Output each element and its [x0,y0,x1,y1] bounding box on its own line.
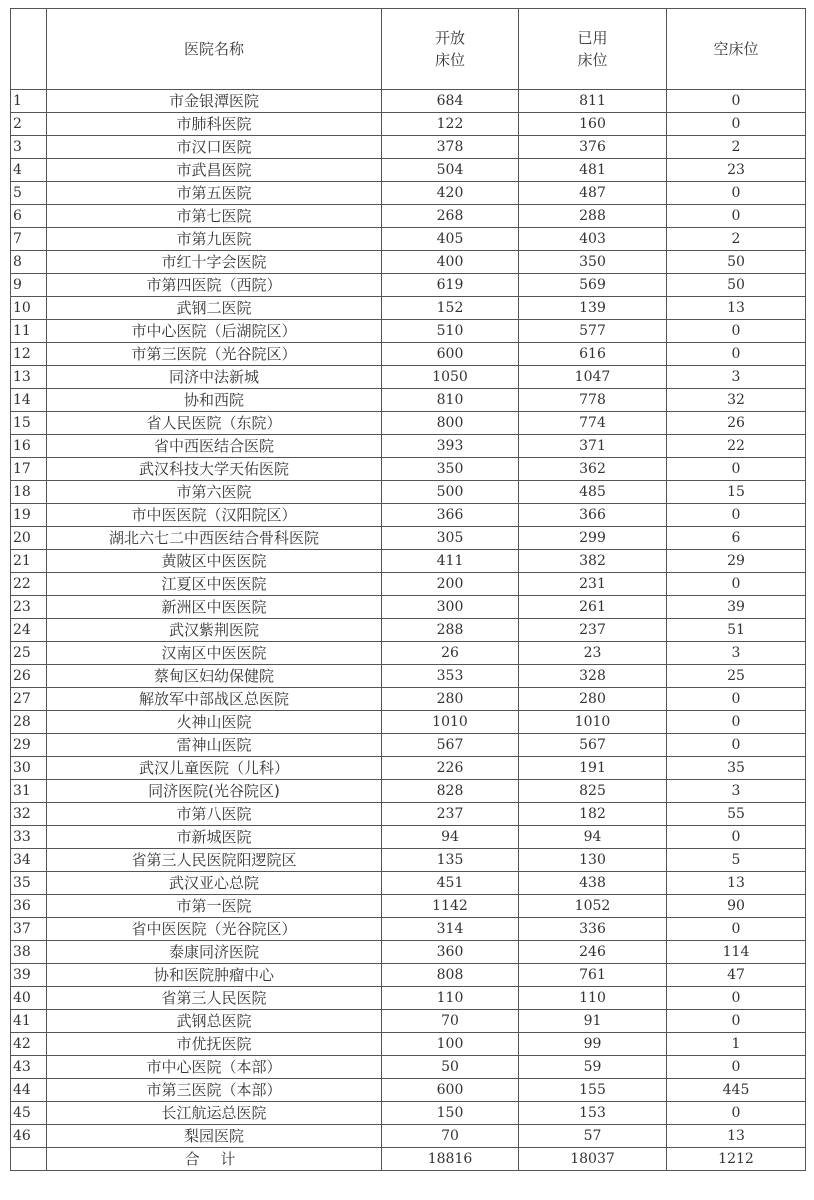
row-index: 31 [11,780,47,803]
row-hospital-name: 汉南区中医医院 [47,642,382,665]
row-empty-beds: 3 [667,642,806,665]
table-row [11,688,806,711]
row-empty-beds: 0 [667,826,806,849]
row-hospital-name: 同济医院(光谷院区) [47,780,382,803]
row-empty-beds: 3 [667,780,806,803]
row-index: 2 [11,113,47,136]
row-index: 17 [11,458,47,481]
row-index: 46 [11,1125,47,1148]
row-index: 20 [11,527,47,550]
row-hospital-name: 湖北六七二中西医结合骨科医院 [47,527,382,550]
table-row [11,619,806,642]
row-hospital-name: 市肺科医院 [47,113,382,136]
row-hospital-name: 市中医医院（汉阳院区） [47,504,382,527]
row-open-beds: 305 [382,527,519,550]
row-open-beds: 393 [382,435,519,458]
row-used-beds: 1047 [519,366,667,389]
row-open-beds: 1050 [382,366,519,389]
table-row [11,159,806,182]
table-row [11,343,806,366]
row-empty-beds: 22 [667,435,806,458]
row-used-beds: 99 [519,1033,667,1056]
row-index: 4 [11,159,47,182]
row-index: 16 [11,435,47,458]
row-hospital-name: 市优抚医院 [47,1033,382,1056]
row-empty-beds: 0 [667,573,806,596]
row-empty-beds: 0 [667,113,806,136]
row-used-beds: 825 [519,780,667,803]
row-empty-beds: 0 [667,711,806,734]
table-row [11,849,806,872]
row-hospital-name: 协和医院肿瘤中心 [47,964,382,987]
row-hospital-name: 市第七医院 [47,205,382,228]
header-used-beds-line2: 床位 [577,51,608,69]
row-hospital-name: 市中心医院（本部） [47,1056,382,1079]
row-open-beds: 50 [382,1056,519,1079]
row-hospital-name: 武汉紫荆医院 [47,619,382,642]
row-index: 42 [11,1033,47,1056]
row-open-beds: 70 [382,1125,519,1148]
row-used-beds: 191 [519,757,667,780]
row-open-beds: 100 [382,1033,519,1056]
row-index: 37 [11,918,47,941]
row-used-beds: 336 [519,918,667,941]
row-hospital-name: 江夏区中医医院 [47,573,382,596]
header-hospital-name: 医院名称 [47,9,382,90]
row-open-beds: 110 [382,987,519,1010]
row-used-beds: 362 [519,458,667,481]
row-used-beds: 438 [519,872,667,895]
row-index: 21 [11,550,47,573]
row-index: 19 [11,504,47,527]
total-index-cell [11,1148,47,1171]
row-index: 38 [11,941,47,964]
row-used-beds: 59 [519,1056,667,1079]
table-row [11,803,806,826]
row-index: 44 [11,1079,47,1102]
row-empty-beds: 5 [667,849,806,872]
row-hospital-name: 市第九医院 [47,228,382,251]
row-hospital-name: 市第三医院（光谷院区） [47,343,382,366]
table-row [11,481,806,504]
row-open-beds: 152 [382,297,519,320]
row-index: 23 [11,596,47,619]
row-used-beds: 567 [519,734,667,757]
row-hospital-name: 解放军中部战区总医院 [47,688,382,711]
row-hospital-name: 火神山医院 [47,711,382,734]
row-used-beds: 366 [519,504,667,527]
row-hospital-name: 蔡甸区妇幼保健院 [47,665,382,688]
row-used-beds: 328 [519,665,667,688]
row-index: 8 [11,251,47,274]
table-row [11,90,806,113]
row-used-beds: 1052 [519,895,667,918]
row-open-beds: 200 [382,573,519,596]
table-row [11,734,806,757]
row-open-beds: 800 [382,412,519,435]
row-open-beds: 94 [382,826,519,849]
row-empty-beds: 35 [667,757,806,780]
table-row [11,458,806,481]
row-empty-beds: 90 [667,895,806,918]
row-used-beds: 350 [519,251,667,274]
row-empty-beds: 6 [667,527,806,550]
header-used-beds-line1: 已用 [577,29,608,47]
row-open-beds: 1142 [382,895,519,918]
row-empty-beds: 0 [667,987,806,1010]
row-empty-beds: 0 [667,320,806,343]
row-open-beds: 378 [382,136,519,159]
row-used-beds: 110 [519,987,667,1010]
header-index [11,9,47,90]
row-open-beds: 420 [382,182,519,205]
table-row [11,941,806,964]
row-open-beds: 70 [382,1010,519,1033]
row-used-beds: 761 [519,964,667,987]
table-row [11,665,806,688]
row-used-beds: 91 [519,1010,667,1033]
row-open-beds: 504 [382,159,519,182]
row-hospital-name: 泰康同济医院 [47,941,382,964]
table-row [11,435,806,458]
row-index: 14 [11,389,47,412]
row-empty-beds: 0 [667,90,806,113]
row-used-beds: 376 [519,136,667,159]
row-hospital-name: 市第四医院（西院） [47,274,382,297]
row-used-beds: 231 [519,573,667,596]
row-index: 24 [11,619,47,642]
table-row [11,205,806,228]
row-empty-beds: 51 [667,619,806,642]
row-open-beds: 26 [382,642,519,665]
table-body [11,90,806,1148]
row-empty-beds: 32 [667,389,806,412]
row-open-beds: 808 [382,964,519,987]
row-used-beds: 774 [519,412,667,435]
hospital-beds-table [10,8,806,1171]
row-hospital-name: 武汉亚心总院 [47,872,382,895]
table-row [11,389,806,412]
row-index: 1 [11,90,47,113]
row-used-beds: 299 [519,527,667,550]
table-row [11,596,806,619]
table-row [11,918,806,941]
row-index: 32 [11,803,47,826]
row-used-beds: 778 [519,389,667,412]
row-open-beds: 619 [382,274,519,297]
row-hospital-name: 市第八医院 [47,803,382,826]
row-open-beds: 451 [382,872,519,895]
row-hospital-name: 省中医医院（光谷院区） [47,918,382,941]
table-row [11,826,806,849]
row-used-beds: 382 [519,550,667,573]
row-open-beds: 400 [382,251,519,274]
row-empty-beds: 13 [667,872,806,895]
row-empty-beds: 0 [667,1102,806,1125]
table-row [11,366,806,389]
row-hospital-name: 梨园医院 [47,1125,382,1148]
row-index: 6 [11,205,47,228]
row-open-beds: 1010 [382,711,519,734]
row-used-beds: 569 [519,274,667,297]
total-used-beds: 18037 [519,1148,667,1171]
row-open-beds: 122 [382,113,519,136]
row-index: 18 [11,481,47,504]
row-empty-beds: 50 [667,251,806,274]
row-used-beds: 371 [519,435,667,458]
table-footer [11,1148,806,1171]
row-empty-beds: 2 [667,136,806,159]
row-used-beds: 182 [519,803,667,826]
row-used-beds: 139 [519,297,667,320]
row-hospital-name: 武汉儿童医院（儿科） [47,757,382,780]
table-row [11,228,806,251]
table-row [11,573,806,596]
header-open-beds-line1: 开放 [434,29,465,47]
row-index: 10 [11,297,47,320]
row-index: 28 [11,711,47,734]
row-empty-beds: 23 [667,159,806,182]
row-empty-beds: 26 [667,412,806,435]
header-open-beds [382,9,519,90]
header-open-beds-line2: 床位 [434,51,465,69]
row-empty-beds: 0 [667,182,806,205]
row-index: 12 [11,343,47,366]
table-row [11,1125,806,1148]
row-used-beds: 481 [519,159,667,182]
row-open-beds: 405 [382,228,519,251]
row-index: 3 [11,136,47,159]
row-hospital-name: 武钢二医院 [47,297,382,320]
row-open-beds: 411 [382,550,519,573]
row-index: 29 [11,734,47,757]
row-hospital-name: 雷神山医院 [47,734,382,757]
row-index: 11 [11,320,47,343]
row-open-beds: 500 [382,481,519,504]
table-row [11,1010,806,1033]
row-used-beds: 160 [519,113,667,136]
row-used-beds: 57 [519,1125,667,1148]
table-row [11,1079,806,1102]
row-empty-beds: 0 [667,918,806,941]
row-used-beds: 616 [519,343,667,366]
row-open-beds: 366 [382,504,519,527]
row-empty-beds: 13 [667,1125,806,1148]
row-index: 34 [11,849,47,872]
row-used-beds: 1010 [519,711,667,734]
table-row [11,780,806,803]
header-empty-beds: 空床位 [667,9,806,90]
row-empty-beds: 55 [667,803,806,826]
total-row [11,1148,806,1171]
table-row [11,412,806,435]
row-used-beds: 288 [519,205,667,228]
row-index: 43 [11,1056,47,1079]
row-index: 41 [11,1010,47,1033]
row-empty-beds: 0 [667,734,806,757]
table-row [11,136,806,159]
table-row [11,527,806,550]
row-hospital-name: 市第五医院 [47,182,382,205]
row-empty-beds: 0 [667,1010,806,1033]
row-hospital-name: 同济中法新城 [47,366,382,389]
row-index: 5 [11,182,47,205]
row-index: 13 [11,366,47,389]
row-empty-beds: 3 [667,366,806,389]
row-used-beds: 280 [519,688,667,711]
row-hospital-name: 省中西医结合医院 [47,435,382,458]
row-used-beds: 246 [519,941,667,964]
row-used-beds: 261 [519,596,667,619]
row-index: 22 [11,573,47,596]
row-open-beds: 237 [382,803,519,826]
total-label: 合 计 [47,1148,382,1171]
table-row [11,895,806,918]
row-open-beds: 350 [382,458,519,481]
table-row [11,757,806,780]
row-index: 36 [11,895,47,918]
row-hospital-name: 长江航运总医院 [47,1102,382,1125]
row-hospital-name: 市红十字会医院 [47,251,382,274]
table-row [11,251,806,274]
row-hospital-name: 省第三人民医院 [47,987,382,1010]
row-empty-beds: 25 [667,665,806,688]
row-open-beds: 828 [382,780,519,803]
row-used-beds: 811 [519,90,667,113]
row-index: 35 [11,872,47,895]
row-empty-beds: 114 [667,941,806,964]
row-used-beds: 485 [519,481,667,504]
row-empty-beds: 0 [667,504,806,527]
row-empty-beds: 0 [667,458,806,481]
row-hospital-name: 市金银潭医院 [47,90,382,113]
row-hospital-name: 市第一医院 [47,895,382,918]
row-hospital-name: 协和西院 [47,389,382,412]
row-index: 7 [11,228,47,251]
row-used-beds: 94 [519,826,667,849]
row-hospital-name: 武钢总医院 [47,1010,382,1033]
row-open-beds: 353 [382,665,519,688]
row-open-beds: 567 [382,734,519,757]
row-hospital-name: 市武昌医院 [47,159,382,182]
row-index: 27 [11,688,47,711]
table-row [11,711,806,734]
row-open-beds: 226 [382,757,519,780]
row-used-beds: 130 [519,849,667,872]
row-index: 33 [11,826,47,849]
row-hospital-name: 新洲区中医医院 [47,596,382,619]
table-row [11,987,806,1010]
header-row [11,9,806,90]
row-empty-beds: 0 [667,1056,806,1079]
row-open-beds: 268 [382,205,519,228]
table-row [11,1056,806,1079]
table-row [11,297,806,320]
row-empty-beds: 445 [667,1079,806,1102]
row-hospital-name: 市汉口医院 [47,136,382,159]
table-row [11,182,806,205]
row-index: 9 [11,274,47,297]
row-empty-beds: 1 [667,1033,806,1056]
table-row [11,1102,806,1125]
row-index: 39 [11,964,47,987]
row-index: 25 [11,642,47,665]
row-empty-beds: 50 [667,274,806,297]
row-used-beds: 577 [519,320,667,343]
row-open-beds: 600 [382,343,519,366]
row-used-beds: 153 [519,1102,667,1125]
table-header [11,9,806,90]
header-used-beds [519,9,667,90]
row-empty-beds: 0 [667,205,806,228]
row-open-beds: 684 [382,90,519,113]
table-row [11,642,806,665]
table-row [11,320,806,343]
row-used-beds: 155 [519,1079,667,1102]
row-open-beds: 288 [382,619,519,642]
row-hospital-name: 武汉科技大学天佑医院 [47,458,382,481]
row-open-beds: 810 [382,389,519,412]
row-empty-beds: 0 [667,688,806,711]
row-open-beds: 600 [382,1079,519,1102]
table-row [11,964,806,987]
row-hospital-name: 市中心医院（后湖院区） [47,320,382,343]
table-row [11,1033,806,1056]
row-open-beds: 510 [382,320,519,343]
row-open-beds: 135 [382,849,519,872]
row-index: 26 [11,665,47,688]
row-empty-beds: 0 [667,343,806,366]
table-row [11,504,806,527]
row-empty-beds: 13 [667,297,806,320]
table-row [11,550,806,573]
row-hospital-name: 省人民医院（东院） [47,412,382,435]
row-empty-beds: 15 [667,481,806,504]
row-open-beds: 314 [382,918,519,941]
total-empty-beds: 1212 [667,1148,806,1171]
row-hospital-name: 省第三人民医院阳逻院区 [47,849,382,872]
row-empty-beds: 39 [667,596,806,619]
row-index: 15 [11,412,47,435]
row-open-beds: 360 [382,941,519,964]
row-hospital-name: 市新城医院 [47,826,382,849]
row-index: 40 [11,987,47,1010]
table-row [11,113,806,136]
row-hospital-name: 黄陂区中医医院 [47,550,382,573]
row-open-beds: 280 [382,688,519,711]
total-open-beds: 18816 [382,1148,519,1171]
row-hospital-name: 市第六医院 [47,481,382,504]
row-used-beds: 23 [519,642,667,665]
table-row [11,274,806,297]
row-empty-beds: 47 [667,964,806,987]
row-open-beds: 300 [382,596,519,619]
row-empty-beds: 29 [667,550,806,573]
table-row [11,872,806,895]
row-index: 30 [11,757,47,780]
row-used-beds: 487 [519,182,667,205]
row-index: 45 [11,1102,47,1125]
row-used-beds: 403 [519,228,667,251]
row-used-beds: 237 [519,619,667,642]
row-hospital-name: 市第三医院（本部） [47,1079,382,1102]
row-open-beds: 150 [382,1102,519,1125]
row-empty-beds: 2 [667,228,806,251]
